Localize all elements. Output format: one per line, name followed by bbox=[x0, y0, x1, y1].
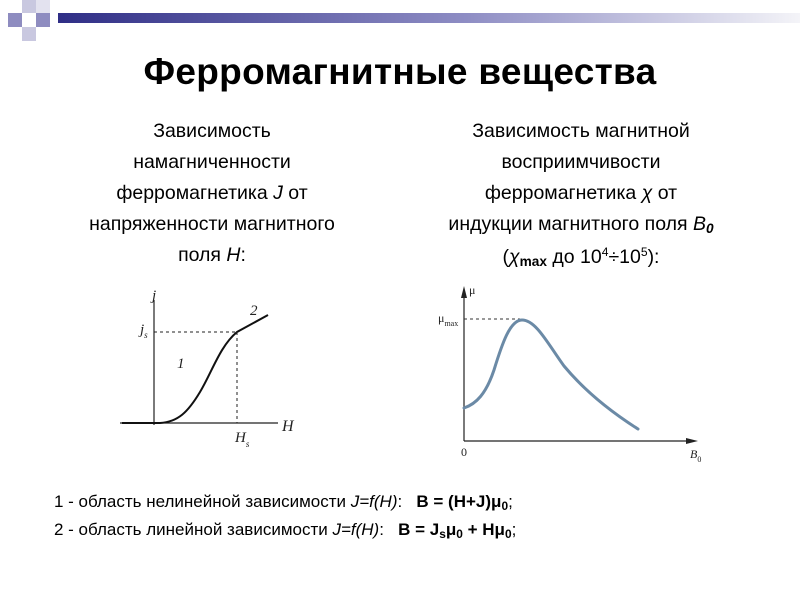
legend-item-2: 2 - область линейной зависимости J=f(H): $B = J_s\mu_0 + H\mu_0$; bbox=[54, 520, 517, 541]
caption-line: поля H: bbox=[178, 244, 246, 266]
x-axis-arrow bbox=[686, 438, 698, 444]
y-axis-label: j bbox=[152, 288, 157, 304]
magnetization-curve-diagram bbox=[100, 280, 310, 460]
equation: $B = (H+J)\mu_0$ bbox=[416, 492, 509, 513]
permeability-curve bbox=[464, 320, 638, 429]
formula: J=f(H) bbox=[350, 492, 398, 511]
caption-line: Зависимость bbox=[153, 120, 271, 142]
deco-square bbox=[22, 27, 36, 41]
header-gradient-band bbox=[58, 13, 800, 23]
caption-line: намагниченности bbox=[133, 151, 291, 173]
y-axis-label: μ bbox=[469, 283, 476, 297]
symbol-chi-max: χ bbox=[509, 246, 520, 268]
formula: J=f(H) bbox=[332, 520, 380, 539]
deco-square bbox=[22, 0, 36, 13]
legend-item-1: 1 - область нелинейной зависимости J=f(H): $B = (H+J)\mu_0$; bbox=[54, 492, 513, 513]
symbol-j: J bbox=[273, 182, 283, 204]
symbol-chi: χ bbox=[641, 182, 653, 204]
symbol-h: H bbox=[226, 244, 241, 266]
deco-square bbox=[36, 0, 50, 13]
symbol-b: B bbox=[692, 213, 706, 235]
x-saturation-label: $H_s$ bbox=[235, 430, 250, 449]
caption-line: Зависимость магнитной bbox=[472, 120, 690, 142]
y-saturation-label: $j_s$ bbox=[140, 322, 148, 340]
x-axis-label: $B_0$ bbox=[690, 447, 702, 464]
permeability-diagram bbox=[420, 278, 720, 468]
region-2-label: 2 bbox=[250, 303, 258, 319]
right-caption bbox=[400, 116, 762, 273]
deco-square bbox=[36, 13, 50, 27]
equation: $B = J_s\mu_0 + H\mu_0$ bbox=[398, 520, 512, 541]
header-decoration bbox=[0, 0, 800, 50]
region-1-label: 1 bbox=[177, 356, 185, 372]
caption-line: восприимчивости bbox=[501, 151, 661, 173]
left-caption bbox=[42, 116, 382, 271]
y-axis-arrow bbox=[461, 286, 467, 298]
slide-title: Ферромагнитные вещества bbox=[143, 51, 657, 92]
caption-line: ($\chi_{max}$ до $10^4\div 10^5$): bbox=[502, 245, 660, 269]
caption-line: ферромагнетика χ от bbox=[484, 182, 678, 204]
deco-square bbox=[8, 13, 22, 27]
origin-label: 0 bbox=[461, 445, 467, 459]
x-axis-label: H bbox=[282, 418, 294, 435]
caption-line: ферромагнетика J от bbox=[116, 182, 308, 204]
y-max-label: $\mu_{max}$ bbox=[438, 311, 459, 328]
caption-line: индукции магнитного поля $B_0$ bbox=[448, 213, 714, 236]
caption-line: напряженности магнитного bbox=[89, 213, 335, 235]
